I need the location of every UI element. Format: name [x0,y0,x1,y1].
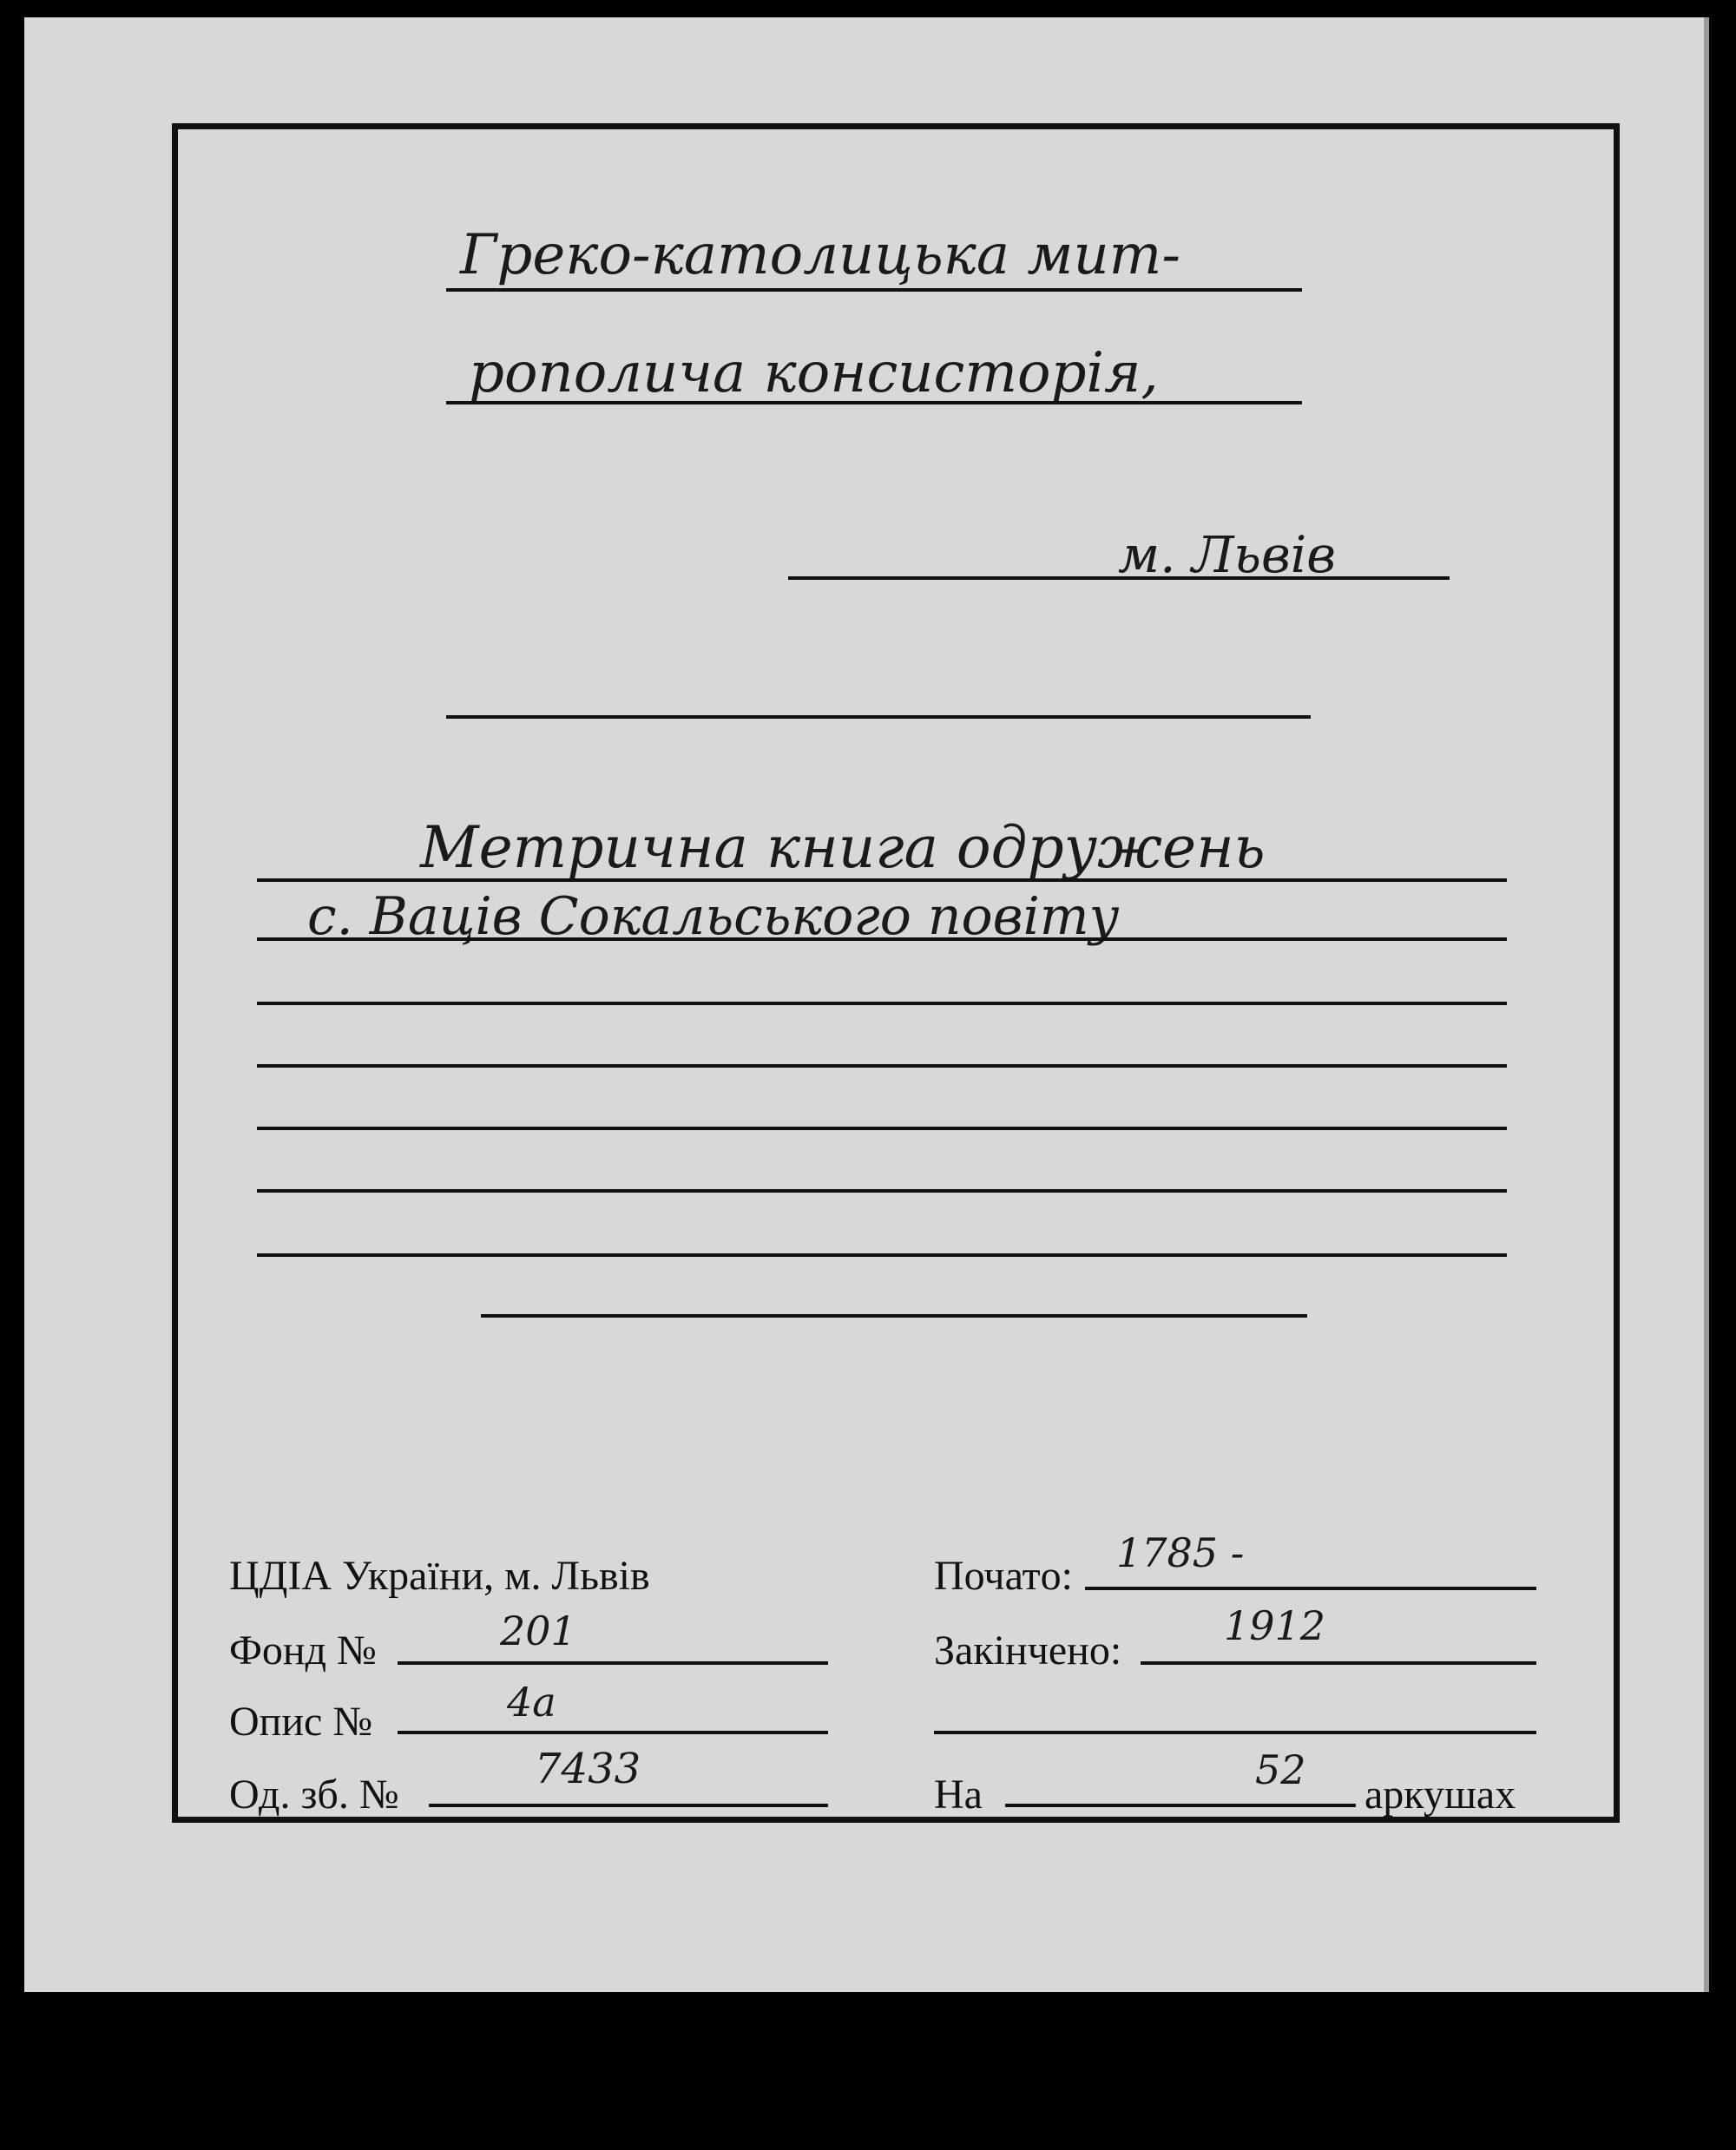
header-rule-1 [446,288,1302,292]
od-zb-value: 7433 [535,1745,641,1793]
started-value: 1785 - [1116,1529,1245,1576]
opys-rule [398,1731,828,1734]
archive-institution: ЦДІА України, м. Львів [229,1553,650,1599]
document-sheet [24,17,1709,1992]
fond-value: 201 [500,1608,576,1654]
short-rule [481,1314,1307,1318]
title-rule-1 [257,878,1507,882]
sheets-label: аркушах [1364,1772,1516,1818]
opys-value: 4а [507,1679,556,1726]
sheets-rule [1005,1804,1356,1807]
opys-label: Опис № [229,1699,373,1745]
on-label: На [934,1772,983,1818]
sheets-value: 52 [1255,1746,1306,1793]
empty-rule-5 [257,1253,1507,1257]
title-line-1: Метрична книга одружень [420,814,1266,881]
ended-value: 1912 [1224,1602,1326,1649]
od-zb-label: Од. зб. № [229,1772,399,1818]
empty-rule-1 [257,1002,1507,1005]
empty-rule-2 [257,1064,1507,1068]
title-line-2: с. Ваців Сокальського повіту [307,886,1120,947]
fond-rule [398,1661,828,1665]
empty-rule-3 [257,1127,1507,1130]
title-rule-2 [257,937,1507,941]
header-city: м. Львів [1118,525,1337,584]
started-rule [1085,1587,1536,1590]
ended-rule [1141,1661,1536,1665]
empty-rule-4 [257,1189,1507,1193]
blank-rule [446,715,1311,719]
started-label: Початo: [934,1553,1073,1599]
city-rule [788,576,1450,580]
ended-label: Закінчено: [934,1627,1122,1673]
header-line-2: рополича консисторія, [469,341,1159,405]
header-rule-2 [446,401,1302,404]
extra-rule [934,1731,1536,1734]
header-line-1: Греко-католицька мит- [460,223,1180,287]
od-zb-rule [429,1804,828,1807]
fond-label: Фонд № [229,1627,377,1673]
